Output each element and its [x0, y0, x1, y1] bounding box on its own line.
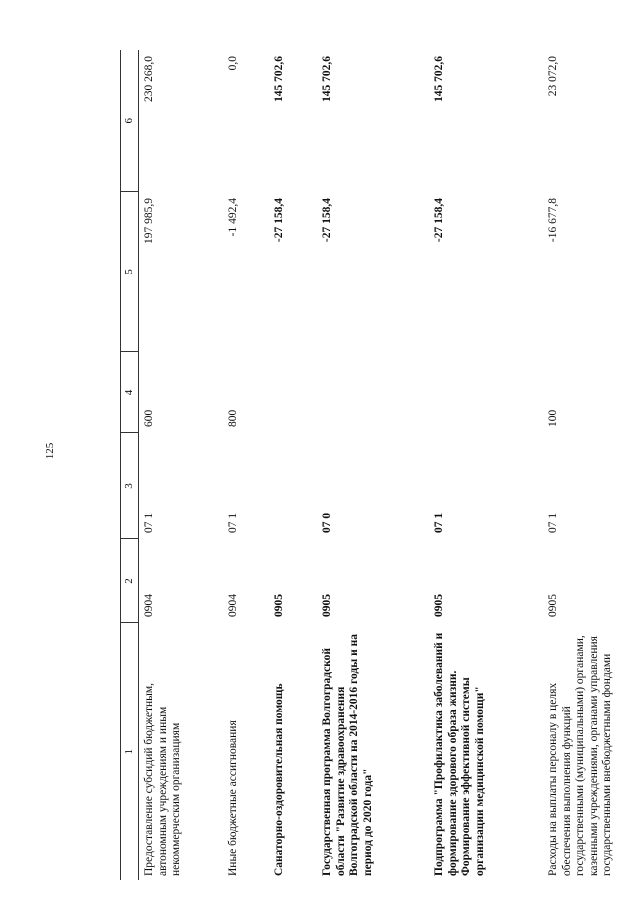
row-section: 0905	[321, 594, 333, 617]
row-section: 0905	[547, 594, 559, 617]
row-vid	[269, 352, 317, 433]
row-target: 07 0	[321, 512, 333, 533]
row-target: 07 1	[433, 512, 445, 533]
column-header-3: 3	[121, 433, 139, 539]
column-header-6: 6	[121, 50, 139, 192]
table-header-row	[121, 50, 139, 880]
row-section: 0904	[143, 594, 155, 617]
row-section: 0904	[227, 594, 239, 617]
row-name: Расходы на выплаты персоналу в целях обеспечения выполнения функций государственными (муниципальными) органами, казенными учреждениями, органами управления государственными внебюджетными фондами	[547, 635, 613, 876]
row-change: -27 158,4	[433, 198, 445, 243]
row-target: 07 1	[547, 512, 559, 533]
row-change: -27 158,4	[273, 198, 285, 243]
budget-table	[120, 50, 640, 880]
row-target	[269, 433, 317, 539]
row-total: 145 702,6	[433, 56, 445, 102]
table-row	[429, 50, 543, 880]
row-target: 07 1	[227, 512, 239, 533]
column-header-1: 1	[121, 623, 139, 880]
row-change: 197 985,9	[143, 198, 155, 244]
row-vid: 800	[227, 409, 239, 427]
row-target: 07 1	[143, 512, 155, 533]
row-change: -16 677,8	[547, 198, 559, 243]
row-total: 23 072,0	[547, 56, 559, 97]
row-total: 145 702,6	[321, 56, 333, 102]
row-section: 0905	[273, 594, 285, 617]
row-vid: 100	[547, 409, 559, 427]
row-name: Подпрограмма "Профилактика заболеваний и формирование здорового образа жизни. Формирование эффективной системы организации медицинской помощи"	[433, 632, 486, 876]
row-total: 145 702,6	[273, 56, 285, 102]
column-header-5: 5	[121, 192, 139, 352]
row-name: Предоставление субсидий бюджетным, автономным учреждениям и иным некоммерческим организациям	[143, 682, 182, 876]
row-vid	[429, 352, 543, 433]
column-header-2: 2	[121, 539, 139, 623]
row-vid: 600	[143, 409, 155, 427]
table-row	[139, 50, 224, 880]
row-name: Санаторно-оздоровительная помощь	[273, 683, 285, 876]
row-vid	[317, 352, 429, 433]
table-row	[269, 50, 317, 880]
budget-table-container	[120, 50, 613, 880]
table-row	[543, 50, 640, 880]
table-row	[223, 50, 269, 880]
row-name: Иные бюджетные ассигнования	[227, 720, 239, 876]
row-total: 0,0	[227, 56, 239, 71]
column-header-4: 4	[121, 352, 139, 433]
row-name: Государственная программа Волгоградской области "Развитие здравоохранения Волгоградской области на 2014-2016 годы и на период до 2020 года"	[321, 634, 374, 876]
row-change: -1 492,4	[227, 198, 239, 237]
row-section: 0905	[433, 594, 445, 617]
table-row	[317, 50, 429, 880]
row-total: 230 268,0	[143, 56, 155, 102]
page-number: 125	[44, 442, 56, 460]
row-change: -27 158,4	[321, 198, 333, 243]
